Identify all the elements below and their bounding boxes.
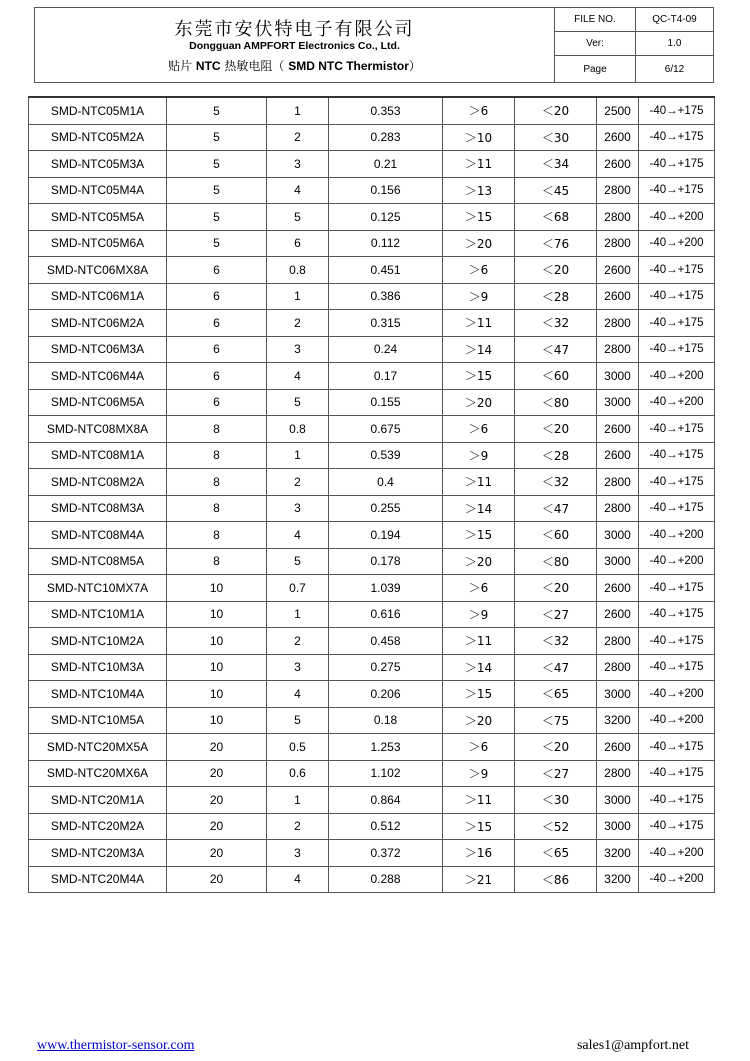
cell-dissipation: 0.156	[329, 177, 443, 204]
cell-value-limit: ＜52	[515, 813, 597, 840]
file-no-value: QC-T4-09	[636, 8, 714, 32]
cell-thermal-time: ＞21	[443, 866, 515, 893]
cell-part-number: SMD-NTC20M4A	[29, 866, 167, 893]
cell-resistance: 0.5	[267, 734, 329, 761]
cell-value-limit: ＜20	[515, 97, 597, 124]
cell-resistance: 1	[267, 97, 329, 124]
cell-value-limit: ＜65	[515, 840, 597, 867]
cell-size: 5	[167, 97, 267, 124]
cell-thermal-time: ＞14	[443, 495, 515, 522]
cell-temperature-range: -40→+200	[639, 840, 715, 867]
cell-temperature-range: -40→+175	[639, 310, 715, 337]
cell-resistance: 4	[267, 363, 329, 390]
cell-b-value: 2800	[597, 628, 639, 655]
cell-resistance: 2	[267, 628, 329, 655]
cell-part-number: SMD-NTC20M1A	[29, 787, 167, 814]
table-row	[29, 97, 715, 124]
cell-thermal-time: ＞20	[443, 230, 515, 257]
cell-resistance: 2	[267, 124, 329, 151]
table-row	[29, 389, 715, 416]
cell-part-number: SMD-NTC10MX7A	[29, 575, 167, 602]
cell-size: 8	[167, 442, 267, 469]
cell-dissipation: 1.102	[329, 760, 443, 787]
cell-b-value: 2800	[597, 230, 639, 257]
cell-resistance: 3	[267, 654, 329, 681]
cell-dissipation: 0.458	[329, 628, 443, 655]
cell-b-value: 2800	[597, 760, 639, 787]
cell-size: 20	[167, 866, 267, 893]
cell-part-number: SMD-NTC06M1A	[29, 283, 167, 310]
cell-temperature-range: -40→+175	[639, 601, 715, 628]
cell-b-value: 2600	[597, 124, 639, 151]
cell-size: 8	[167, 416, 267, 443]
cell-dissipation: 0.24	[329, 336, 443, 363]
cell-value-limit: ＜20	[515, 734, 597, 761]
cell-resistance: 4	[267, 522, 329, 549]
cell-part-number: SMD-NTC20M3A	[29, 840, 167, 867]
version-value: 1.0	[636, 32, 714, 56]
cell-dissipation: 0.112	[329, 230, 443, 257]
cell-thermal-time: ＞11	[443, 469, 515, 496]
cell-value-limit: ＜60	[515, 363, 597, 390]
cell-size: 6	[167, 310, 267, 337]
cell-resistance: 1	[267, 442, 329, 469]
cell-thermal-time: ＞11	[443, 787, 515, 814]
cell-part-number: SMD-NTC08M2A	[29, 469, 167, 496]
cell-b-value: 2800	[597, 654, 639, 681]
cell-thermal-time: ＞20	[443, 707, 515, 734]
table-row	[29, 813, 715, 840]
cell-part-number: SMD-NTC08M3A	[29, 495, 167, 522]
cell-thermal-time: ＞10	[443, 124, 515, 151]
thermistor-spec-table	[28, 96, 715, 893]
table-row	[29, 707, 715, 734]
table-row	[29, 628, 715, 655]
table-row	[29, 654, 715, 681]
cell-resistance: 0.6	[267, 760, 329, 787]
table-row	[29, 548, 715, 575]
cell-temperature-range: -40→+200	[639, 522, 715, 549]
cell-dissipation: 0.155	[329, 389, 443, 416]
cell-part-number: SMD-NTC08M1A	[29, 442, 167, 469]
table-row	[29, 840, 715, 867]
cell-part-number: SMD-NTC08M4A	[29, 522, 167, 549]
cell-part-number: SMD-NTC10M3A	[29, 654, 167, 681]
table-row	[29, 151, 715, 178]
cell-temperature-range: -40→+175	[639, 283, 715, 310]
cell-resistance: 1	[267, 283, 329, 310]
cell-resistance: 0.8	[267, 416, 329, 443]
cell-value-limit: ＜86	[515, 866, 597, 893]
cell-part-number: SMD-NTC20MX6A	[29, 760, 167, 787]
cell-size: 6	[167, 257, 267, 284]
cell-b-value: 2600	[597, 416, 639, 443]
cell-resistance: 4	[267, 866, 329, 893]
cell-size: 10	[167, 628, 267, 655]
cell-resistance: 3	[267, 336, 329, 363]
cell-dissipation: 0.372	[329, 840, 443, 867]
cell-value-limit: ＜47	[515, 654, 597, 681]
cell-thermal-time: ＞16	[443, 840, 515, 867]
cell-thermal-time: ＞15	[443, 204, 515, 231]
cell-temperature-range: -40→+175	[639, 628, 715, 655]
cell-resistance: 1	[267, 787, 329, 814]
cell-size: 8	[167, 522, 267, 549]
cell-resistance: 6	[267, 230, 329, 257]
cell-value-limit: ＜32	[515, 469, 597, 496]
cell-temperature-range: -40→+175	[639, 97, 715, 124]
cell-value-limit: ＜76	[515, 230, 597, 257]
cell-value-limit: ＜80	[515, 389, 597, 416]
cell-b-value: 2800	[597, 204, 639, 231]
table-row	[29, 283, 715, 310]
cell-part-number: SMD-NTC06M4A	[29, 363, 167, 390]
table-row	[29, 787, 715, 814]
table-row	[29, 310, 715, 337]
cell-value-limit: ＜45	[515, 177, 597, 204]
cell-temperature-range: -40→+175	[639, 177, 715, 204]
title-suffix: ）	[408, 59, 421, 73]
version-label: Ver:	[555, 32, 636, 56]
cell-size: 20	[167, 760, 267, 787]
cell-thermal-time: ＞15	[443, 681, 515, 708]
cell-thermal-time: ＞6	[443, 416, 515, 443]
cell-value-limit: ＜47	[515, 336, 597, 363]
cell-part-number: SMD-NTC06M3A	[29, 336, 167, 363]
table-row	[29, 442, 715, 469]
cell-temperature-range: -40→+200	[639, 866, 715, 893]
cell-size: 5	[167, 204, 267, 231]
title-mid: 热敏电阻（	[220, 59, 289, 73]
cell-dissipation: 0.125	[329, 204, 443, 231]
cell-resistance: 5	[267, 707, 329, 734]
cell-temperature-range: -40→+200	[639, 548, 715, 575]
cell-thermal-time: ＞9	[443, 760, 515, 787]
title-prefix: 贴片	[168, 59, 196, 73]
company-name-chinese: 东莞市安伏特电子有限公司	[174, 19, 415, 40]
cell-size: 10	[167, 601, 267, 628]
cell-size: 6	[167, 283, 267, 310]
table-row	[29, 204, 715, 231]
cell-temperature-range: -40→+200	[639, 204, 715, 231]
cell-dissipation: 1.253	[329, 734, 443, 761]
cell-thermal-time: ＞14	[443, 336, 515, 363]
cell-dissipation: 0.18	[329, 707, 443, 734]
cell-resistance: 2	[267, 813, 329, 840]
cell-size: 20	[167, 840, 267, 867]
table-row	[29, 177, 715, 204]
cell-resistance: 1	[267, 601, 329, 628]
cell-size: 8	[167, 469, 267, 496]
cell-resistance: 3	[267, 840, 329, 867]
cell-thermal-time: ＞14	[443, 654, 515, 681]
cell-temperature-range: -40→+200	[639, 681, 715, 708]
cell-temperature-range: -40→+175	[639, 442, 715, 469]
cell-b-value: 2500	[597, 97, 639, 124]
cell-temperature-range: -40→+175	[639, 469, 715, 496]
cell-temperature-range: -40→+200	[639, 230, 715, 257]
cell-size: 6	[167, 363, 267, 390]
cell-thermal-time: ＞15	[443, 363, 515, 390]
cell-part-number: SMD-NTC08MX8A	[29, 416, 167, 443]
cell-size: 5	[167, 124, 267, 151]
cell-part-number: SMD-NTC20MX5A	[29, 734, 167, 761]
cell-thermal-time: ＞6	[443, 257, 515, 284]
cell-part-number: SMD-NTC08M5A	[29, 548, 167, 575]
cell-b-value: 2800	[597, 177, 639, 204]
cell-part-number: SMD-NTC05M4A	[29, 177, 167, 204]
cell-value-limit: ＜20	[515, 257, 597, 284]
cell-resistance: 2	[267, 469, 329, 496]
table-row	[29, 469, 715, 496]
cell-dissipation: 0.206	[329, 681, 443, 708]
company-block	[35, 8, 555, 82]
cell-b-value: 2600	[597, 442, 639, 469]
cell-value-limit: ＜30	[515, 124, 597, 151]
table-row	[29, 522, 715, 549]
cell-size: 10	[167, 575, 267, 602]
cell-temperature-range: -40→+200	[639, 363, 715, 390]
table-row	[29, 575, 715, 602]
cell-dissipation: 0.315	[329, 310, 443, 337]
cell-size: 5	[167, 151, 267, 178]
cell-resistance: 3	[267, 495, 329, 522]
cell-resistance: 5	[267, 389, 329, 416]
cell-value-limit: ＜34	[515, 151, 597, 178]
cell-b-value: 2800	[597, 469, 639, 496]
cell-part-number: SMD-NTC05M2A	[29, 124, 167, 151]
cell-part-number: SMD-NTC05M1A	[29, 97, 167, 124]
cell-size: 6	[167, 389, 267, 416]
cell-part-number: SMD-NTC05M5A	[29, 204, 167, 231]
cell-value-limit: ＜68	[515, 204, 597, 231]
table-row	[29, 681, 715, 708]
title-ntc: NTC	[195, 59, 221, 73]
cell-b-value: 3200	[597, 707, 639, 734]
cell-b-value: 3000	[597, 522, 639, 549]
cell-dissipation: 0.675	[329, 416, 443, 443]
contact-email: sales1@ampfort.net	[576, 1038, 689, 1053]
table-row	[29, 124, 715, 151]
cell-size: 20	[167, 787, 267, 814]
cell-thermal-time: ＞9	[443, 442, 515, 469]
cell-b-value: 2600	[597, 257, 639, 284]
cell-dissipation: 0.4	[329, 469, 443, 496]
cell-value-limit: ＜20	[515, 575, 597, 602]
cell-dissipation: 1.039	[329, 575, 443, 602]
cell-temperature-range: -40→+175	[639, 416, 715, 443]
cell-value-limit: ＜20	[515, 416, 597, 443]
cell-temperature-range: -40→+175	[639, 654, 715, 681]
cell-value-limit: ＜60	[515, 522, 597, 549]
cell-thermal-time: ＞11	[443, 151, 515, 178]
table-row	[29, 416, 715, 443]
cell-temperature-range: -40→+175	[639, 760, 715, 787]
cell-dissipation: 0.864	[329, 787, 443, 814]
cell-b-value: 2600	[597, 601, 639, 628]
cell-size: 5	[167, 177, 267, 204]
page-label: Page	[583, 63, 607, 75]
cell-dissipation: 0.194	[329, 522, 443, 549]
cell-temperature-range: -40→+175	[639, 787, 715, 814]
table-row	[29, 866, 715, 893]
company-name-english: Dongguan AMPFORT Electronics Co., Ltd.	[189, 40, 400, 52]
cell-value-limit: ＜75	[515, 707, 597, 734]
cell-temperature-range: -40→+175	[639, 495, 715, 522]
cell-part-number: SMD-NTC06M2A	[29, 310, 167, 337]
website-link[interactable]: www.thermistor-sensor.com	[37, 1038, 195, 1053]
cell-size: 20	[167, 734, 267, 761]
cell-resistance: 0.8	[267, 257, 329, 284]
cell-thermal-time: ＞9	[443, 283, 515, 310]
document-meta-table	[555, 8, 713, 82]
cell-temperature-range: -40→+175	[639, 124, 715, 151]
cell-b-value: 2600	[597, 283, 639, 310]
cell-size: 20	[167, 813, 267, 840]
cell-value-limit: ＜30	[515, 787, 597, 814]
cell-resistance: 5	[267, 204, 329, 231]
cell-part-number: SMD-NTC20M2A	[29, 813, 167, 840]
cell-temperature-range: -40→+175	[639, 257, 715, 284]
cell-b-value: 2600	[597, 734, 639, 761]
cell-temperature-range: -40→+175	[639, 734, 715, 761]
cell-b-value: 2800	[597, 495, 639, 522]
cell-resistance: 5	[267, 548, 329, 575]
cell-thermal-time: ＞11	[443, 628, 515, 655]
cell-thermal-time: ＞13	[443, 177, 515, 204]
title-english: SMD NTC Thermistor	[288, 59, 409, 73]
cell-dissipation: 0.288	[329, 866, 443, 893]
cell-thermal-time: ＞20	[443, 389, 515, 416]
cell-dissipation: 0.353	[329, 97, 443, 124]
cell-dissipation: 0.283	[329, 124, 443, 151]
cell-value-limit: ＜32	[515, 628, 597, 655]
cell-thermal-time: ＞20	[443, 548, 515, 575]
cell-dissipation: 0.17	[329, 363, 443, 390]
cell-dissipation: 0.178	[329, 548, 443, 575]
page-number: 6/12	[636, 56, 714, 83]
cell-size: 10	[167, 654, 267, 681]
cell-resistance: 3	[267, 151, 329, 178]
cell-thermal-time: ＞9	[443, 601, 515, 628]
cell-value-limit: ＜28	[515, 283, 597, 310]
cell-part-number: SMD-NTC05M6A	[29, 230, 167, 257]
cell-dissipation: 0.616	[329, 601, 443, 628]
cell-thermal-time: ＞15	[443, 522, 515, 549]
cell-dissipation: 0.512	[329, 813, 443, 840]
table-row	[29, 230, 715, 257]
table-row	[29, 495, 715, 522]
table-row	[29, 734, 715, 761]
cell-value-limit: ＜65	[515, 681, 597, 708]
cell-b-value: 3000	[597, 787, 639, 814]
cell-size: 5	[167, 230, 267, 257]
cell-temperature-range: -40→+175	[639, 813, 715, 840]
cell-thermal-time: ＞6	[443, 734, 515, 761]
cell-temperature-range: -40→+175	[639, 575, 715, 602]
product-title	[35, 57, 554, 74]
cell-resistance: 0.7	[267, 575, 329, 602]
cell-b-value: 3000	[597, 813, 639, 840]
cell-value-limit: ＜32	[515, 310, 597, 337]
table-row	[29, 336, 715, 363]
cell-part-number: SMD-NTC06MX8A	[29, 257, 167, 284]
cell-part-number: SMD-NTC10M5A	[29, 707, 167, 734]
cell-thermal-time: ＞15	[443, 813, 515, 840]
cell-b-value: 3000	[597, 363, 639, 390]
cell-b-value: 2800	[597, 336, 639, 363]
cell-thermal-time: ＞11	[443, 310, 515, 337]
cell-temperature-range: -40→+200	[639, 389, 715, 416]
table-row	[29, 601, 715, 628]
cell-size: 10	[167, 681, 267, 708]
cell-size: 10	[167, 707, 267, 734]
cell-size: 6	[167, 336, 267, 363]
cell-part-number: SMD-NTC06M5A	[29, 389, 167, 416]
cell-thermal-time: ＞6	[443, 575, 515, 602]
cell-value-limit: ＜80	[515, 548, 597, 575]
cell-resistance: 4	[267, 177, 329, 204]
cell-resistance: 2	[267, 310, 329, 337]
cell-thermal-time: ＞6	[443, 97, 515, 124]
cell-value-limit: ＜27	[515, 601, 597, 628]
cell-dissipation: 0.255	[329, 495, 443, 522]
cell-b-value: 3000	[597, 389, 639, 416]
cell-b-value: 3200	[597, 866, 639, 893]
cell-value-limit: ＜28	[515, 442, 597, 469]
cell-dissipation: 0.21	[329, 151, 443, 178]
cell-part-number: SMD-NTC05M3A	[29, 151, 167, 178]
cell-b-value: 2600	[597, 575, 639, 602]
cell-dissipation: 0.539	[329, 442, 443, 469]
cell-dissipation: 0.386	[329, 283, 443, 310]
cell-part-number: SMD-NTC10M2A	[29, 628, 167, 655]
file-no-label: FILE NO.	[555, 8, 636, 32]
cell-dissipation: 0.451	[329, 257, 443, 284]
cell-dissipation: 0.275	[329, 654, 443, 681]
cell-part-number: SMD-NTC10M4A	[29, 681, 167, 708]
cell-b-value: 3000	[597, 548, 639, 575]
table-row	[29, 257, 715, 284]
cell-b-value: 2800	[597, 310, 639, 337]
cell-resistance: 4	[267, 681, 329, 708]
cell-b-value: 2600	[597, 151, 639, 178]
cell-temperature-range: -40→+200	[639, 707, 715, 734]
cell-b-value: 3200	[597, 840, 639, 867]
cell-size: 8	[167, 495, 267, 522]
cell-size: 8	[167, 548, 267, 575]
cell-part-number: SMD-NTC10M1A	[29, 601, 167, 628]
cell-temperature-range: -40→+175	[639, 151, 715, 178]
cell-temperature-range: -40→+175	[639, 336, 715, 363]
table-row	[29, 363, 715, 390]
cell-b-value: 3000	[597, 681, 639, 708]
cell-value-limit: ＜47	[515, 495, 597, 522]
document-header	[34, 7, 714, 83]
cell-value-limit: ＜27	[515, 760, 597, 787]
table-row	[29, 760, 715, 787]
